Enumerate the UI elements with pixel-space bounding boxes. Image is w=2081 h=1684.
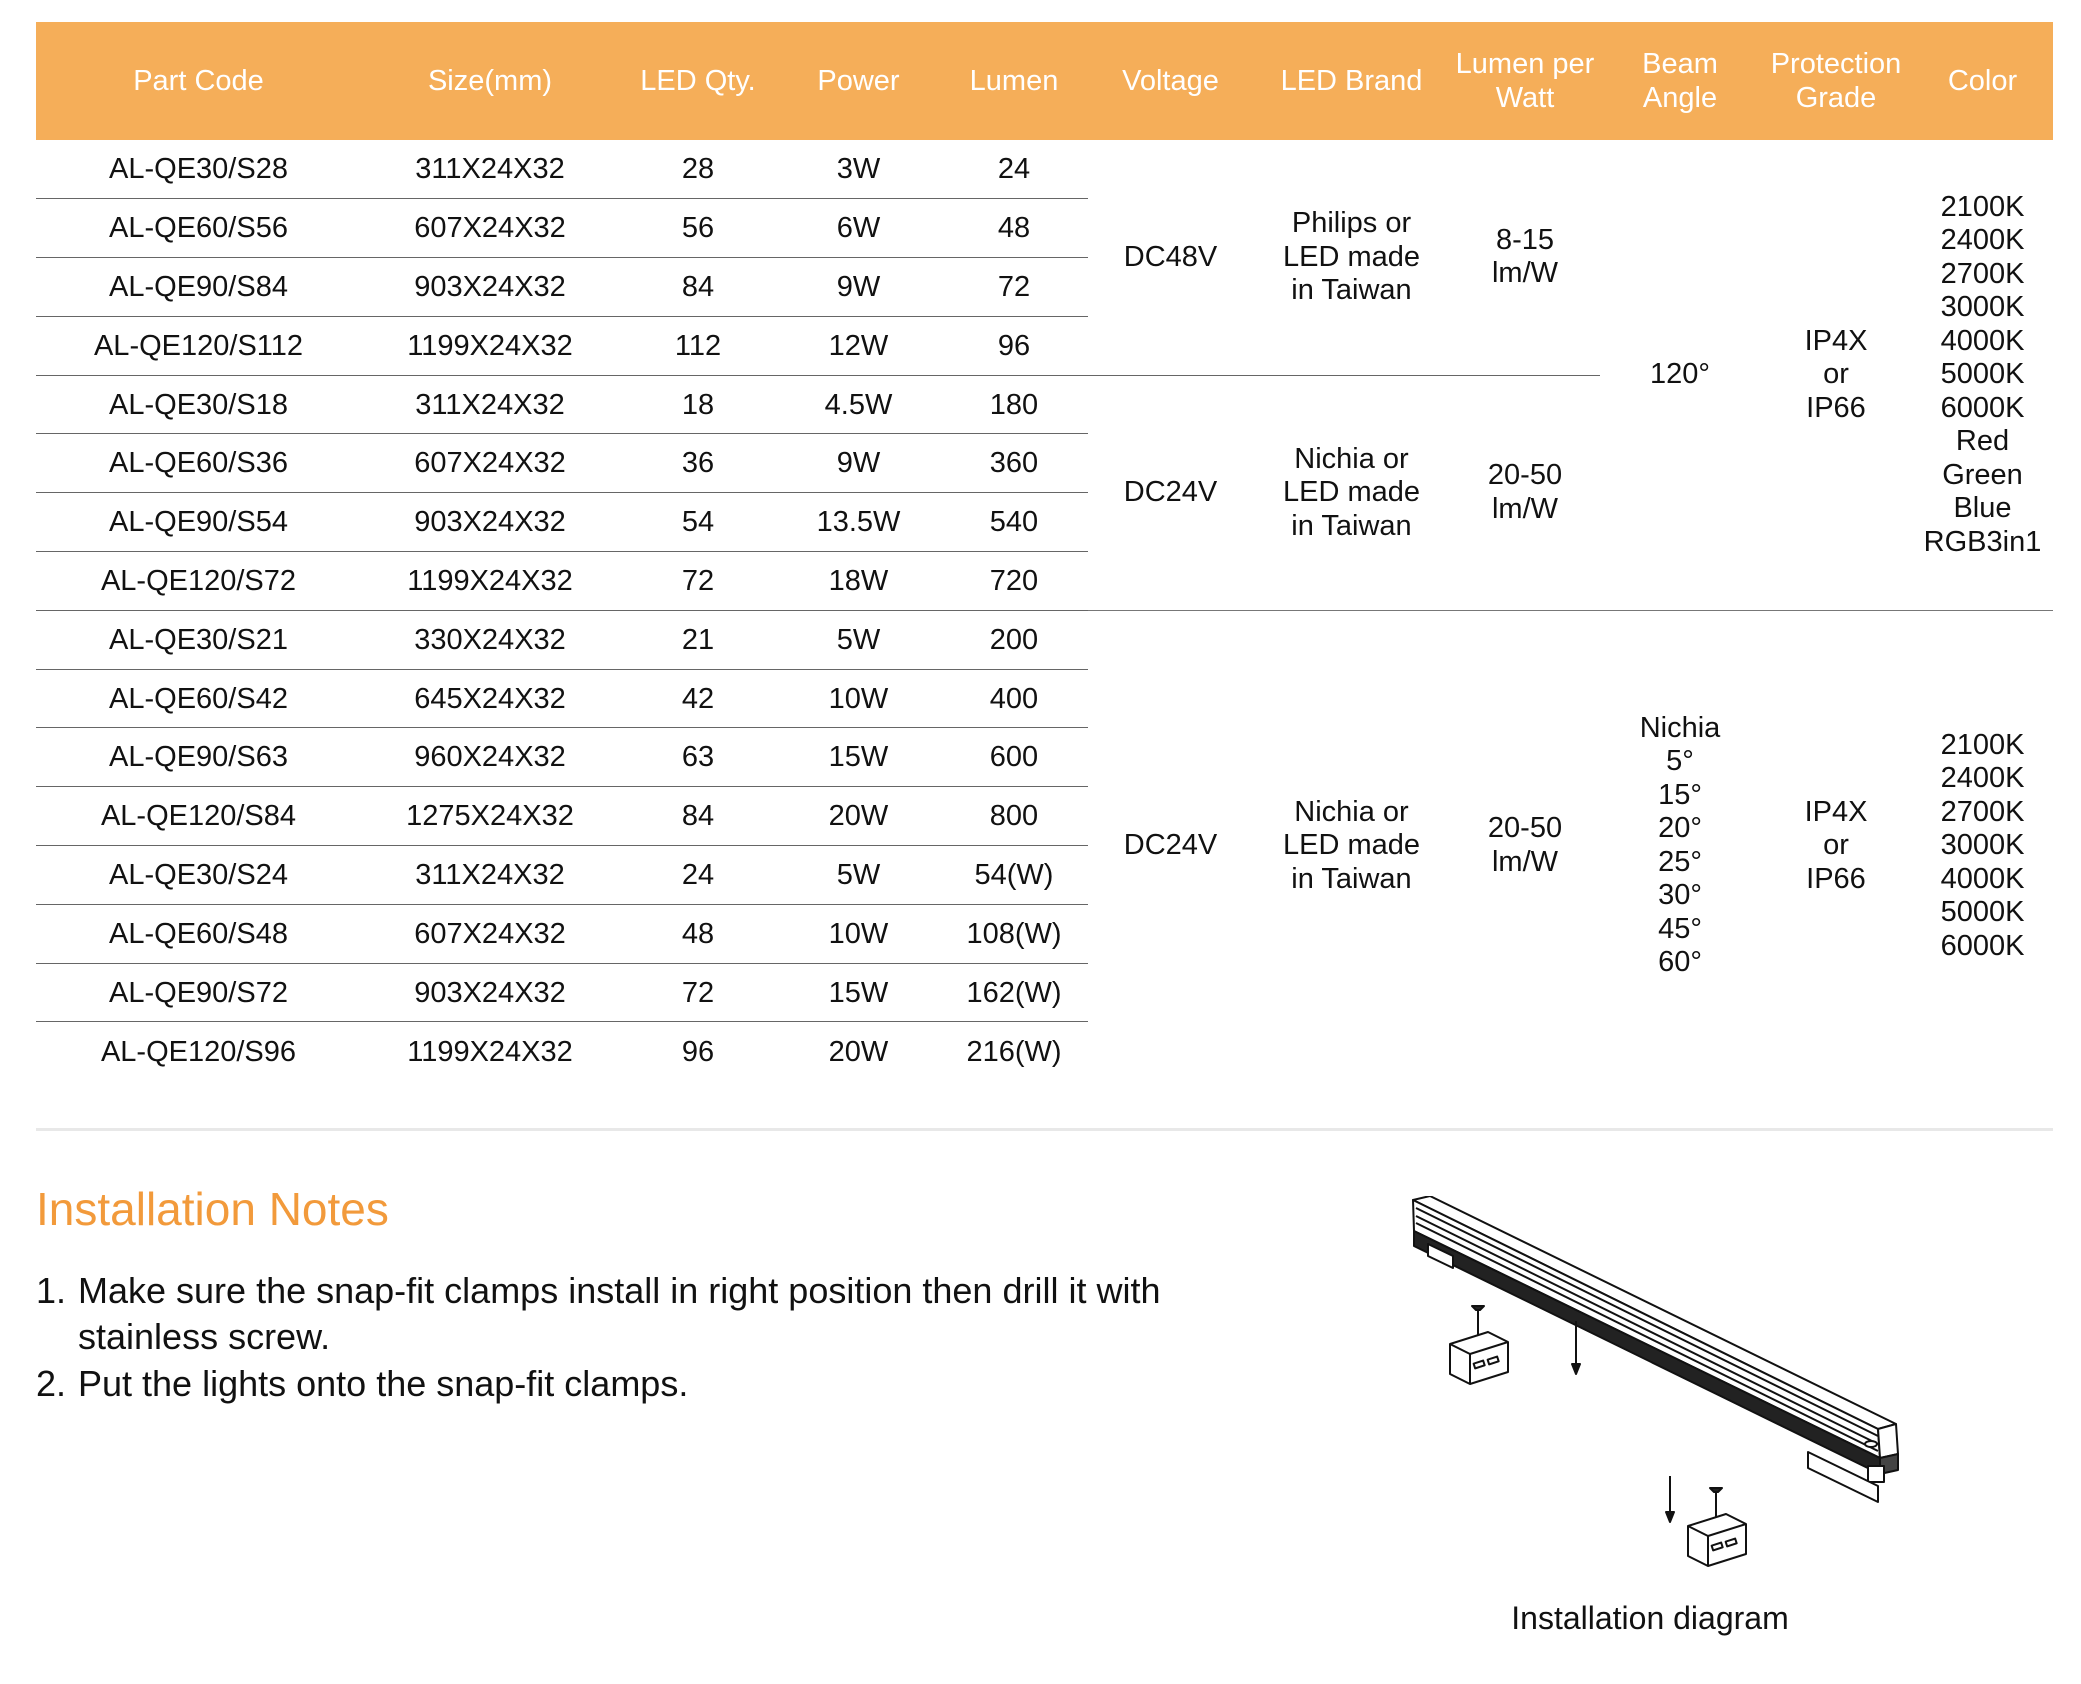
cell-lumen: 720 — [940, 552, 1088, 611]
cell-led-qty: 84 — [619, 258, 777, 317]
cell-part-code: AL-QE60/S36 — [36, 434, 361, 493]
table-row — [36, 610, 2053, 669]
cell-power: 10W — [777, 904, 940, 963]
cell-power: 10W — [777, 669, 940, 728]
header-power: Power — [777, 22, 940, 140]
header-led-qty: LED Qty. — [619, 22, 777, 140]
cell-size: 903X24X32 — [361, 258, 619, 317]
cell-part-code: AL-QE90/S54 — [36, 493, 361, 552]
cell-lpw-group1: 8-15 lm/W — [1450, 140, 1600, 375]
cell-lumen: 162(W) — [940, 963, 1088, 1022]
cell-power: 15W — [777, 963, 940, 1022]
cell-power: 6W — [777, 199, 940, 258]
cell-protection-group3: IP4X or IP66 — [1760, 610, 1912, 1080]
table-row — [36, 140, 2053, 199]
cell-size: 607X24X32 — [361, 904, 619, 963]
header-color: Color — [1912, 22, 2053, 140]
header-lumen: Lumen — [940, 22, 1088, 140]
diagram-caption: Installation diagram — [1511, 1600, 1789, 1636]
cell-power: 13.5W — [777, 493, 940, 552]
cell-led-qty: 54 — [619, 493, 777, 552]
cell-led-qty: 96 — [681, 1035, 715, 1068]
cell-led-qty: 72 — [619, 963, 777, 1022]
cell-part-code: AL-QE60/S42 — [36, 669, 361, 728]
cell-power: 5W — [777, 846, 940, 905]
installation-diagram — [1408, 1196, 1908, 1576]
spec-table — [36, 22, 2053, 1081]
cell-led-qty: 24 — [619, 846, 777, 905]
cell-lumen: 180 — [940, 375, 1088, 434]
list-item-text: Put the lights onto the snap-fit clamps. — [78, 1363, 689, 1404]
cell-lumen: 360 — [940, 434, 1088, 493]
cell-lpw-group3: 20-50 lm/W — [1450, 610, 1600, 1080]
cell-lumen: 540 — [940, 493, 1088, 552]
cell-lumen: 200 — [940, 610, 1088, 669]
cell-led-qty: 36 — [619, 434, 777, 493]
cell-beam-group-a: 120° — [1650, 358, 1710, 391]
header-voltage: Voltage — [1088, 22, 1253, 140]
cell-voltage-group2: DC24V — [1123, 476, 1218, 509]
cell-power: 3W — [777, 140, 940, 199]
list-item-number: 1. — [36, 1270, 67, 1311]
cell-size: 645X24X32 — [361, 669, 619, 728]
cell-part-code: AL-QE60/S48 — [36, 904, 361, 963]
cell-power: 20W — [777, 787, 940, 846]
cell-lumen: 54(W) — [940, 846, 1088, 905]
installation-notes-list — [36, 1268, 1266, 1408]
cell-led-qty: 48 — [619, 904, 777, 963]
cell-led-qty: 63 — [619, 728, 777, 787]
cell-size: 1199X24X32 — [361, 552, 619, 611]
cell-brand-group3: Nichia or LED made in Taiwan — [1253, 610, 1450, 1080]
section-divider — [36, 1128, 2053, 1131]
list-item — [36, 1268, 1266, 1360]
cell-size: 903X24X32 — [361, 493, 619, 552]
cell-part-code: AL-QE30/S28 — [36, 140, 361, 199]
cell-power: 20W — [828, 1035, 889, 1068]
cell-power: 18W — [777, 552, 940, 611]
cell-part-code: AL-QE90/S72 — [36, 963, 361, 1022]
cell-lumen: 72 — [940, 258, 1088, 317]
table-header-row — [36, 22, 2053, 140]
cell-part-code: AL-QE30/S24 — [36, 846, 361, 905]
cell-part-code: AL-QE120/S112 — [36, 316, 361, 375]
cell-size: 311X24X32 — [361, 846, 619, 905]
cell-size: 311X24X32 — [361, 375, 619, 434]
cell-power: 4.5W — [777, 375, 940, 434]
cell-part-code: AL-QE120/S84 — [36, 787, 361, 846]
cell-lumen: 600 — [940, 728, 1088, 787]
cell-brand-group2: Nichia or LED made in Taiwan — [1282, 442, 1420, 542]
cell-power: 9W — [777, 258, 940, 317]
cell-color-group3: 2100K 2400K 2700K 3000K 4000K 5000K 6000K — [1912, 610, 2053, 1080]
cell-size: 903X24X32 — [361, 963, 619, 1022]
header-lumen-per-watt: Lumen per Watt — [1450, 22, 1600, 140]
installation-notes-title: Installation Notes — [36, 1183, 389, 1235]
cell-lumen: 400 — [940, 669, 1088, 728]
cell-size: 960X24X32 — [361, 728, 619, 787]
cell-size: 607X24X32 — [361, 434, 619, 493]
cell-lumen: 800 — [940, 787, 1088, 846]
cell-beam-group3: Nichia 5° 15° 20° 25° 30° 45° 60° — [1600, 610, 1760, 1080]
list-item-text: Make sure the snap-fit clamps install in right position then drill it with stainless screw. — [78, 1270, 1161, 1357]
cell-protection-group-a: IP4X or IP66 — [1804, 324, 1868, 424]
list-item — [36, 1361, 1266, 1407]
cell-led-qty: 18 — [619, 375, 777, 434]
cell-power: 15W — [777, 728, 940, 787]
cell-size: 607X24X32 — [361, 199, 619, 258]
cell-voltage-group3: DC24V — [1088, 610, 1253, 1080]
cell-color-group-a: 2100K 2400K 2700K 3000K 4000K 5000K 6000K Red Green Blue RGB3in1 — [1923, 190, 2042, 558]
cell-led-qty: 72 — [619, 552, 777, 611]
cell-led-qty: 56 — [619, 199, 777, 258]
header-led-brand: LED Brand — [1253, 22, 1450, 140]
cell-lumen: 96 — [940, 316, 1088, 375]
cell-size: 1199X24X32 — [361, 316, 619, 375]
header-protection-grade: Protection Grade — [1760, 22, 1912, 140]
cell-size: 1275X24X32 — [361, 787, 619, 846]
list-item-number: 2. — [36, 1363, 67, 1404]
cell-part-code: AL-QE60/S56 — [36, 199, 361, 258]
snap-fit-clamp-icon — [1688, 1488, 1746, 1566]
cell-size: 1199X24X32 — [407, 1035, 573, 1068]
cell-part-code: AL-QE120/S96 — [100, 1035, 297, 1068]
cell-brand-group1: Philips or LED made in Taiwan — [1253, 140, 1450, 375]
header-part-code: Part Code — [36, 22, 361, 140]
cell-led-qty: 42 — [619, 669, 777, 728]
cell-power: 12W — [777, 316, 940, 375]
cell-power: 5W — [777, 610, 940, 669]
cell-lumen: 48 — [940, 199, 1088, 258]
cell-lpw-group2: 20-50 lm/W — [1487, 459, 1563, 525]
cell-lumen: 24 — [940, 140, 1088, 199]
cell-power: 9W — [777, 434, 940, 493]
header-beam-angle: Beam Angle — [1600, 22, 1760, 140]
cell-part-code: AL-QE30/S21 — [36, 610, 361, 669]
cell-size: 311X24X32 — [361, 140, 619, 199]
cell-led-qty: 84 — [619, 787, 777, 846]
cell-size: 330X24X32 — [361, 610, 619, 669]
cell-part-code: AL-QE90/S63 — [36, 728, 361, 787]
cell-lumen: 108(W) — [940, 904, 1088, 963]
header-size: Size(mm) — [361, 22, 619, 140]
cell-led-qty: 21 — [619, 610, 777, 669]
cell-part-code: AL-QE30/S18 — [36, 375, 361, 434]
cell-part-code: AL-QE120/S72 — [36, 552, 361, 611]
cell-led-qty: 112 — [619, 316, 777, 375]
cell-led-qty: 28 — [619, 140, 777, 199]
snap-fit-clamp-icon — [1450, 1306, 1508, 1384]
cell-voltage-group1: DC48V — [1088, 140, 1253, 375]
cell-part-code: AL-QE90/S84 — [36, 258, 361, 317]
cell-lumen: 216(W) — [966, 1035, 1062, 1068]
